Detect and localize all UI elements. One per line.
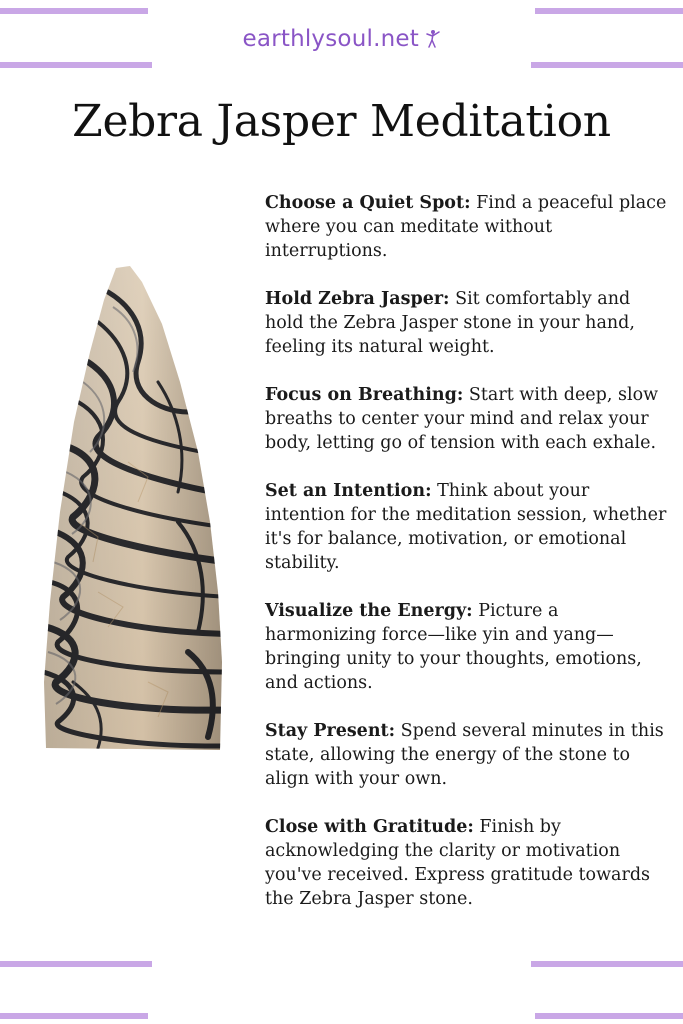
decorative-bar-footer-right (531, 961, 683, 967)
site-logo[interactable] (0, 26, 683, 52)
list-item (265, 287, 670, 359)
page-title: Zebra Jasper Meditation (72, 96, 611, 147)
step-text: Sit comfortably and hold the Zebra Jasper stone in your hand, feeling its natural weight. (265, 289, 635, 357)
decorative-bar-top-left (0, 8, 148, 14)
list-item (265, 191, 670, 263)
step-text: Spend several minutes in this state, allowing the energy of the stone to align with your own. (265, 721, 664, 789)
step-title: Visualize the Energy: (265, 601, 473, 621)
decorative-bar-top-right (535, 8, 683, 14)
step-text: Start with deep, slow breaths to center your mind and relax your body, letting go of tension with each exhale. (265, 385, 659, 453)
step-title: Hold Zebra Jasper: (265, 289, 450, 309)
step-title: Focus on Breathing: (265, 385, 464, 405)
step-title: Set an Intention: (265, 481, 432, 501)
decorative-bar-header-right (531, 62, 683, 68)
decorative-bar-bottom-right (535, 1013, 683, 1019)
list-item (265, 719, 670, 791)
step-title: Stay Present: (265, 721, 396, 741)
list-item (265, 479, 670, 575)
step-text: Find a peaceful place where you can meditate without interruptions. (265, 193, 667, 261)
list-item (265, 599, 670, 695)
step-text: Finish by acknowledging the clarity or motivation you've received. Express gratitude towards the Zebra Jasper stone. (265, 817, 651, 909)
meditation-steps (265, 191, 670, 935)
decorative-bar-bottom-left (0, 1013, 148, 1019)
list-item (265, 815, 670, 911)
step-title: Close with Gratitude: (265, 817, 474, 837)
step-title: Choose a Quiet Spot: (265, 193, 471, 213)
decorative-bar-header-left (0, 62, 152, 68)
site-logo-text: earthlysoul.net (242, 26, 419, 52)
zebra-jasper-stone-icon (38, 262, 228, 762)
step-text: Picture a harmonizing force—like yin and yang—bringing unity to your thoughts, emotions, and actions. (265, 601, 642, 693)
decorative-bar-footer-left (0, 961, 152, 967)
dancer-icon (426, 29, 440, 49)
step-text: Think about your intention for the meditation session, whether it's for balance, motivation, or emotional stability. (265, 481, 667, 573)
list-item (265, 383, 670, 455)
